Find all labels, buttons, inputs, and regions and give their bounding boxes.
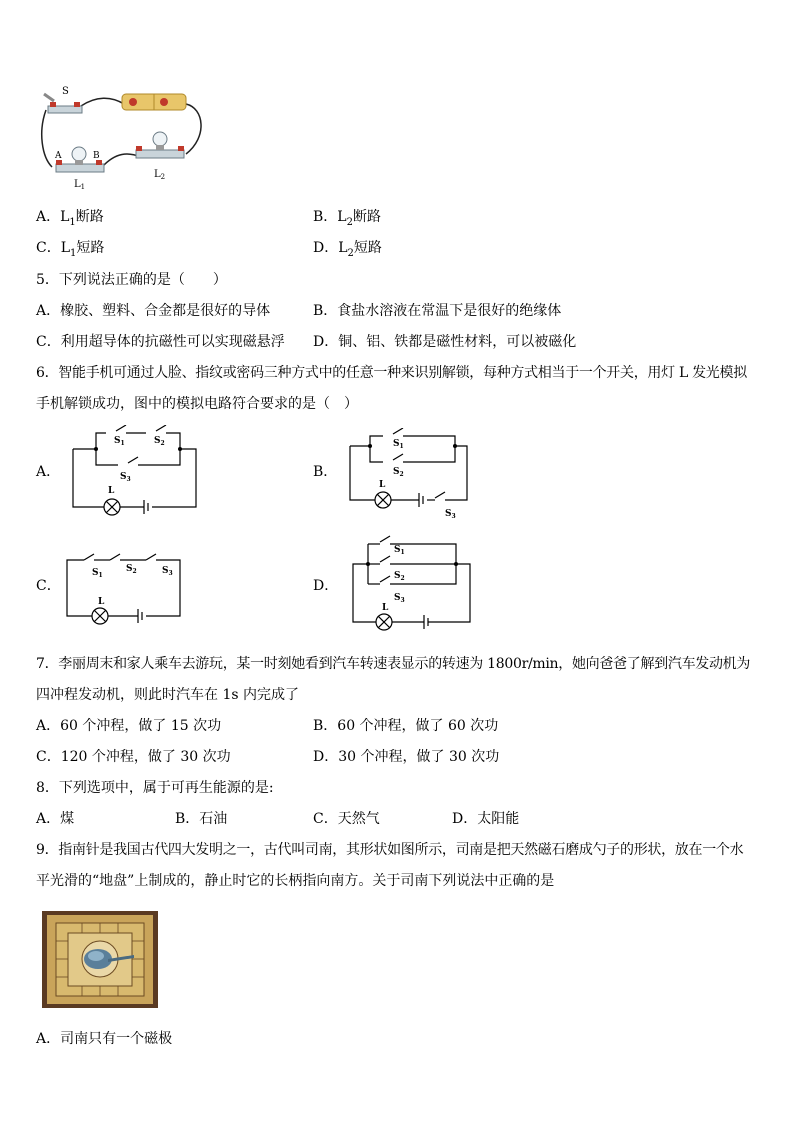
svg-text:S3: $S_3$: [394, 593, 405, 604]
q6-stem-line1: 6．智能手机可通过人脸、指纹或密码三种方式中的任意一种来识别解锁，每种方式相当于一个开关，用灯 L 发光模拟: [36, 365, 747, 381]
q7-option-a: A．60 个冲程，做了 15 次功: [36, 718, 222, 734]
q4-l2-label: $L_2$: [154, 169, 166, 181]
svg-text:S1: $S_1$: [393, 439, 404, 450]
q7-stem-line2: 四冲程发动机，则此时汽车在 1s 内完成了: [36, 687, 299, 703]
q5-option-a: A．橡胶、塑料、合金都是很好的导体: [36, 303, 271, 319]
q8-option-a: A．煤: [36, 811, 75, 827]
q5-option-b: B．食盐水溶液在常温下是很好的绝缘体: [313, 303, 562, 319]
q4-terminal-b-label: B: [93, 151, 100, 161]
q4-l1-label: $L_1$: [74, 179, 86, 191]
q4-circuit-figure: [36, 82, 216, 194]
q6-circuit-a: [68, 425, 203, 520]
q9-stem-line1: 9．指南针是我国古代四大发明之一，古代叫司南，其形状如图所示，司南是把天然磁石磨成勺子的形状，放在一个水: [36, 842, 744, 858]
q7-option-d: D．30 个冲程，做了 30 次功: [313, 749, 500, 765]
q5-option-c: C．利用超导体的抗磁性可以实现磁悬浮: [36, 334, 285, 350]
q8-option-d: D．太阳能: [452, 811, 520, 827]
q6-option-d-letter: D．: [313, 578, 339, 594]
q7-option-c: C．120 个冲程，做了 30 次功: [36, 749, 231, 765]
svg-text:L: L: [379, 480, 386, 490]
q9-sinan-compass-image: [42, 911, 158, 1008]
svg-text:S2: $S_2$: [154, 436, 165, 447]
svg-text:S2: $S_2$: [394, 571, 405, 582]
q5-option-d: D．铜、铝、铁都是磁性材料，可以被磁化: [313, 334, 577, 350]
q7-stem-line1: 7．李丽周末和家人乘车去游玩，某一时刻她看到汽车转速表显示的转速为 1800r/min，她向爸爸了解到汽车发动机为: [36, 656, 751, 672]
svg-text:S3: $S_3$: [162, 566, 173, 577]
q5-stem: 5．下列说法正确的是（ ）: [36, 272, 227, 288]
q6-option-a-letter: A．: [36, 464, 61, 480]
q9-stem-line2: 平光滑的“地盘”上制成的，静止时它的长柄指向南方。关于司南下列说法中正确的是: [36, 873, 555, 889]
svg-text:L: L: [98, 597, 105, 607]
q4-option-d: D．$L_2$短路: [313, 240, 382, 259]
q6-circuit-c: [62, 548, 192, 630]
svg-text:S3: $S_3$: [120, 472, 131, 483]
q4-terminal-a-label: A: [55, 151, 62, 161]
q7-option-b: B．60 个冲程，做了 60 次功: [313, 718, 499, 734]
q6-circuit-b: [345, 428, 475, 523]
q4-switch-label: S: [62, 86, 69, 97]
q6-stem-line2: 手机解锁成功，图中的模拟电路符合要求的是（ ）: [36, 396, 358, 412]
q8-option-b: B．石油: [175, 811, 228, 827]
q8-option-c: C．天然气: [313, 811, 380, 827]
q4-option-b: B．$L_2$断路: [313, 209, 381, 228]
svg-text:S1: $S_1$: [394, 545, 405, 556]
svg-text:S3: $S_3$: [445, 509, 456, 520]
svg-text:S1: $S_1$: [114, 436, 125, 447]
q8-stem: 8．下列选项中，属于可再生能源的是:: [36, 780, 274, 796]
q9-option-a: A．司南只有一个磁极: [36, 1031, 173, 1047]
svg-text:S2: $S_2$: [126, 564, 137, 575]
q4-option-c: C．$L_1$短路: [36, 240, 105, 259]
q6-option-c-letter: C．: [36, 578, 61, 594]
q6-option-b-letter: B．: [313, 464, 338, 480]
svg-text:S1: $S_1$: [92, 568, 103, 579]
svg-text:L: L: [382, 603, 389, 613]
svg-text:S2: $S_2$: [393, 467, 404, 478]
svg-text:L: L: [108, 486, 115, 496]
q6-circuit-d: [348, 530, 478, 640]
q4-option-a: A．$L_1$断路: [36, 209, 104, 228]
